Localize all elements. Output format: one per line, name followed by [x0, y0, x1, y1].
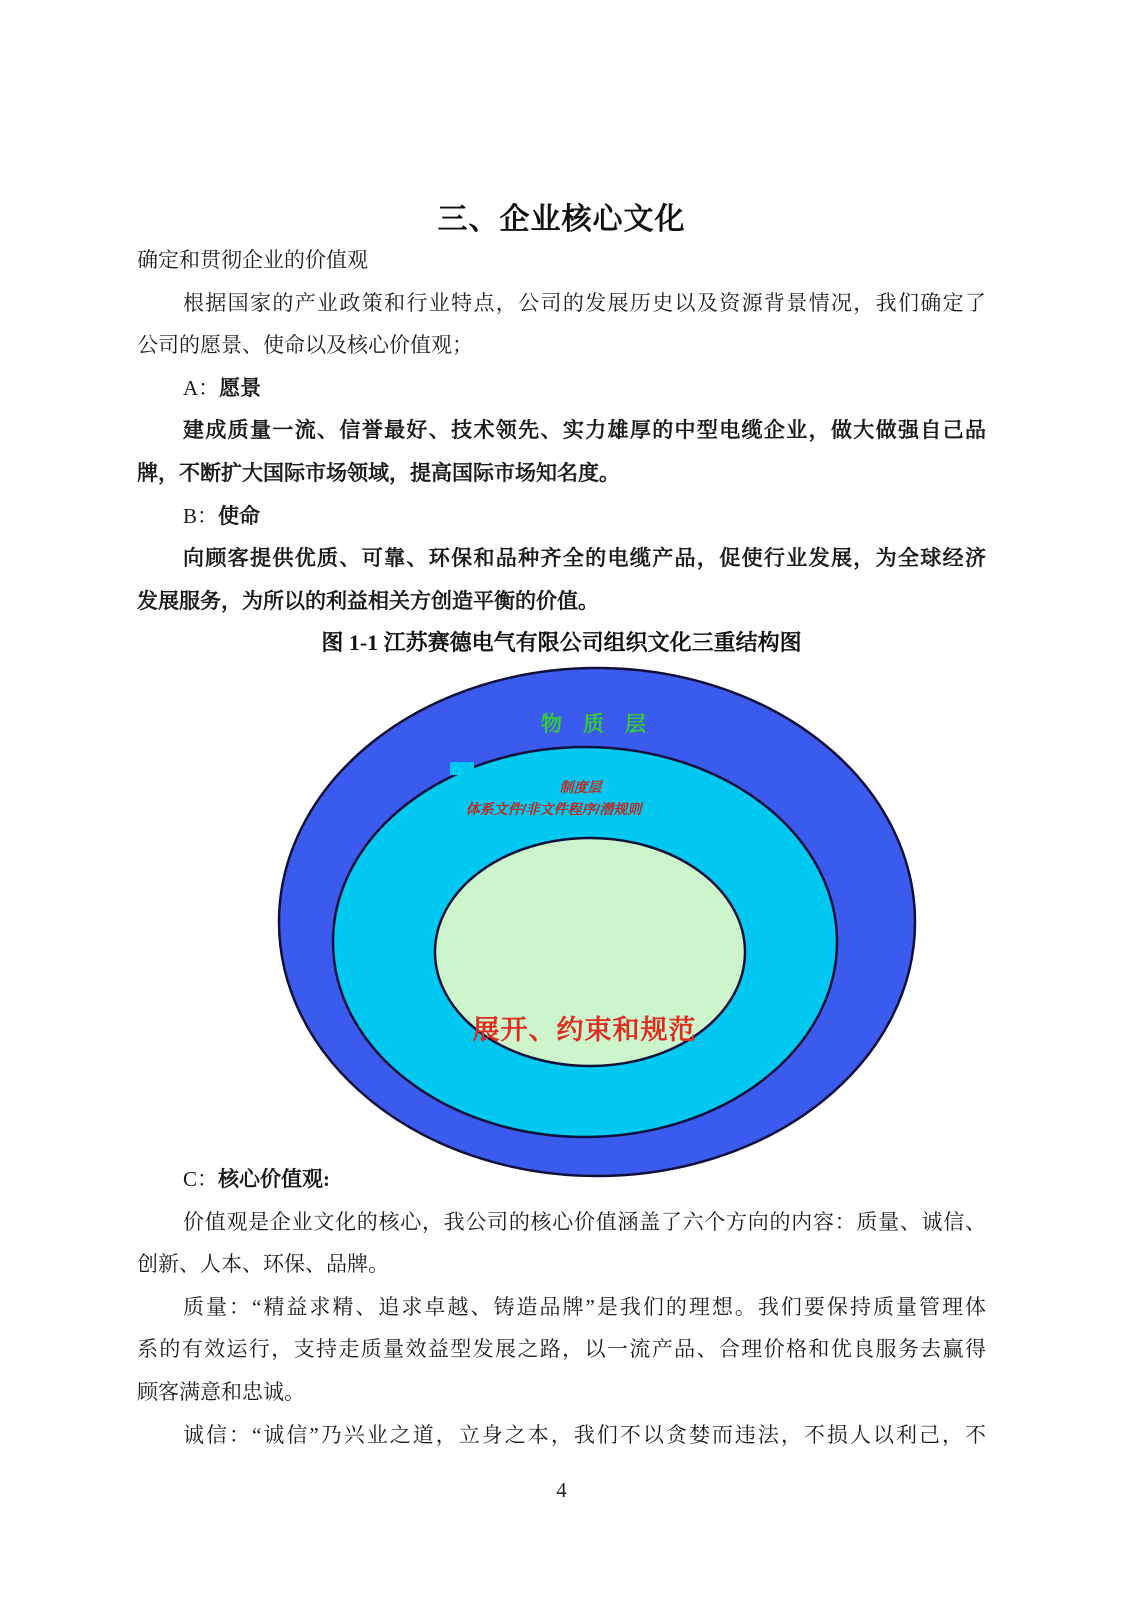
text-run: 愿景	[219, 375, 262, 400]
text-line	[137, 537, 986, 580]
text-line	[137, 1328, 986, 1371]
text-line	[137, 367, 986, 410]
text-run: 向顾客提供优质、可靠、环保和品种齐全的电缆产品，促使行业发展，为全球经济	[183, 546, 986, 571]
text-run: 公司的愿景、使命以及核心价值观；	[137, 333, 473, 358]
text-run: 顾客满意和忠诚。	[137, 1379, 305, 1404]
text-line	[137, 1286, 986, 1329]
text-line	[137, 452, 986, 495]
text-run: A：	[183, 375, 220, 400]
text-run: 使命	[218, 503, 261, 528]
text-run: 确定和贯彻企业的价值观	[137, 248, 368, 272]
text-run: 质量：“精益求精、追求卓越、铸造品牌”是我们的理想。我们要保持质量管理体	[183, 1294, 986, 1319]
text-line	[137, 1158, 986, 1201]
text-run: 根据国家的产业政策和行业特点，公司的发展历史以及资源背景情况，我们确定了	[183, 290, 986, 315]
text-line	[137, 1414, 986, 1457]
text-run: 发展服务，为所以的利益相关方创造平衡的价值。	[137, 588, 599, 613]
text-run: 牌，不断扩大国际市场领域，提高国际市场知名度。	[137, 460, 620, 485]
text-run: B：	[183, 503, 219, 528]
text-line	[137, 282, 986, 325]
text-run: 系的有效运行，支持走质量效益型发展之路，以一流产品、合理价格和优良服务去赢得	[137, 1337, 986, 1362]
text-line	[137, 324, 986, 367]
page-number: 4	[556, 1478, 567, 1502]
text-line	[137, 1371, 986, 1414]
text-run: 价值观是企业文化的核心，我公司的核心价值涵盖了六个方向的内容：质量、诚信、	[183, 1209, 986, 1234]
inner-core-label: 展开、约束和规范	[472, 1015, 697, 1045]
text-line	[137, 1243, 986, 1286]
middle-ring-label-title: 制度层	[559, 779, 602, 795]
text-line	[137, 239, 986, 282]
body-text-top	[137, 239, 986, 622]
text-run: 核心价值观:	[218, 1167, 331, 1191]
text-line	[137, 495, 986, 538]
body-text-bottom	[137, 1158, 986, 1456]
page-title: 三、企业核心文化	[437, 203, 686, 236]
middle-ring-notch-artifact	[450, 762, 474, 775]
text-run: 建成质量一流、信誉最好、技术领先、实力雄厚的中型电缆企业，做大做强自己品	[183, 418, 986, 443]
figure-caption: 图 1-1 江苏赛德电气有限公司组织文化三重结构图	[321, 630, 802, 655]
text-line	[137, 1201, 986, 1244]
figure-structure-diagram	[260, 658, 925, 1188]
middle-ring-label-sub: 体系文件/非文件程序/潜规则	[465, 801, 642, 817]
text-run: 诚信：“诚信”乃兴业之道，立身之本，我们不以贪婪而违法，不损人以利己，不	[183, 1422, 986, 1447]
text-line	[137, 409, 986, 452]
text-run: C：	[183, 1167, 219, 1191]
outer-ring-label: 物 质 层	[541, 713, 646, 736]
text-run: 创新、人本、环保、品牌。	[137, 1252, 389, 1277]
text-line	[137, 580, 986, 623]
